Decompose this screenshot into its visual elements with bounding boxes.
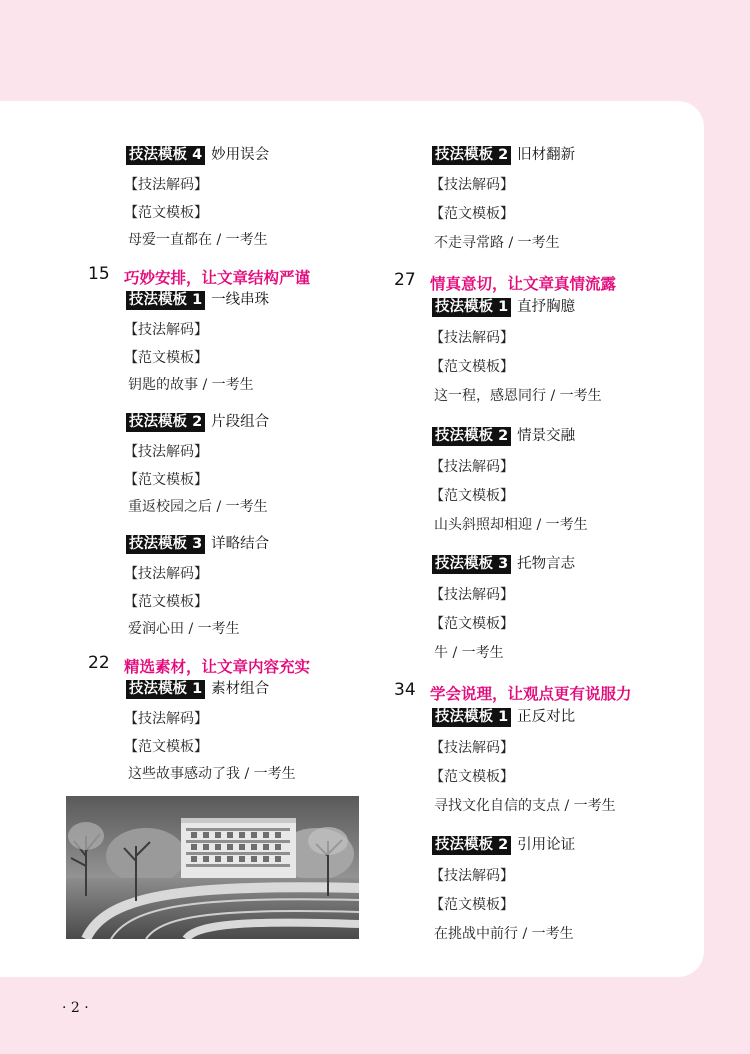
sample-label: 【范文模板】 (124, 205, 208, 221)
template-tag[interactable] (432, 836, 575, 855)
template-name: 详略结合 (211, 536, 270, 552)
section-title[interactable]: 巧妙安排，让文章结构严谨 (124, 269, 311, 287)
essay-title[interactable]: 这一程，感恩同行 / 一考生 (434, 388, 602, 404)
sample-label: 【范文模板】 (430, 897, 514, 913)
section-title[interactable]: 情真意切，让文章真情流露 (430, 275, 617, 293)
section-title[interactable]: 学会说理，让观点更有说服力 (430, 685, 632, 703)
template-name: 托物言志 (517, 556, 576, 572)
decode-label: 【技法解码】 (430, 868, 514, 884)
contents-card (0, 101, 704, 977)
template-name: 直抒胸臆 (517, 299, 576, 315)
decode-label: 【技法解码】 (430, 330, 514, 346)
essay-title[interactable]: 寻找文化自信的支点 / 一考生 (434, 798, 616, 814)
sample-label: 【范文模板】 (124, 594, 208, 610)
template-name: 一线串珠 (211, 292, 270, 308)
template-tag[interactable] (126, 535, 269, 554)
template-name: 旧材翻新 (517, 147, 576, 163)
template-badge: 技法模板 2 (432, 836, 511, 855)
template-name: 片段组合 (211, 414, 270, 430)
sample-label: 【范文模板】 (124, 739, 208, 755)
template-badge: 技法模板 4 (126, 146, 205, 165)
decode-label: 【技法解码】 (124, 566, 208, 582)
template-tag[interactable] (126, 413, 269, 432)
decode-label: 【技法解码】 (430, 740, 514, 756)
essay-title[interactable]: 山头斜照却相迎 / 一考生 (434, 517, 588, 533)
section-page-number: 34 (394, 680, 416, 700)
essay-title[interactable]: 不走寻常路 / 一考生 (434, 235, 560, 251)
essay-title[interactable]: 重返校园之后 / 一考生 (128, 499, 268, 515)
sample-label: 【范文模板】 (430, 206, 514, 222)
template-name: 正反对比 (517, 709, 576, 725)
essay-title[interactable]: 爱润心田 / 一考生 (128, 621, 240, 637)
sample-label: 【范文模板】 (430, 488, 514, 504)
essay-title[interactable]: 在挑战中前行 / 一考生 (434, 926, 574, 942)
template-badge: 技法模板 2 (432, 146, 511, 165)
decode-label: 【技法解码】 (124, 444, 208, 460)
template-badge: 技法模板 1 (126, 291, 205, 310)
sample-label: 【范文模板】 (430, 769, 514, 785)
decode-label: 【技法解码】 (124, 177, 208, 193)
template-tag[interactable] (432, 427, 575, 446)
sample-label: 【范文模板】 (124, 350, 208, 366)
template-name: 素材组合 (211, 681, 270, 697)
sample-label: 【范文模板】 (124, 472, 208, 488)
template-badge: 技法模板 2 (126, 413, 205, 432)
template-badge: 技法模板 1 (432, 298, 511, 317)
decode-label: 【技法解码】 (430, 459, 514, 475)
template-badge: 技法模板 3 (432, 555, 511, 574)
template-tag[interactable] (126, 680, 269, 699)
section-page-number: 15 (88, 264, 110, 284)
sample-label: 【范文模板】 (430, 359, 514, 375)
decode-label: 【技法解码】 (124, 322, 208, 338)
essay-title[interactable]: 这些故事感动了我 / 一考生 (128, 766, 296, 782)
template-tag[interactable] (432, 708, 575, 727)
template-name: 妙用误会 (211, 147, 270, 163)
template-badge: 技法模板 1 (126, 680, 205, 699)
template-tag[interactable] (432, 146, 575, 165)
essay-title[interactable]: 牛 / 一考生 (434, 645, 504, 661)
school-campus-illustration (66, 796, 359, 939)
essay-title[interactable]: 母爱一直都在 / 一考生 (128, 232, 268, 248)
template-badge: 技法模板 3 (126, 535, 205, 554)
decode-label: 【技法解码】 (430, 177, 514, 193)
template-badge: 技法模板 2 (432, 427, 511, 446)
section-page-number: 22 (88, 653, 110, 673)
essay-title[interactable]: 钥匙的故事 / 一考生 (128, 377, 254, 393)
decode-label: 【技法解码】 (430, 587, 514, 603)
template-badge: 技法模板 1 (432, 708, 511, 727)
template-tag[interactable] (126, 146, 269, 165)
decode-label: 【技法解码】 (124, 711, 208, 727)
section-title[interactable]: 精选素材，让文章内容充实 (124, 658, 311, 676)
sample-label: 【范文模板】 (430, 616, 514, 632)
template-tag[interactable] (432, 298, 575, 317)
page-number: · 2 · (62, 1000, 89, 1016)
template-name: 引用论证 (517, 837, 576, 853)
section-page-number: 27 (394, 270, 416, 290)
template-tag[interactable] (432, 555, 575, 574)
template-name: 情景交融 (517, 428, 576, 444)
template-tag[interactable] (126, 291, 269, 310)
